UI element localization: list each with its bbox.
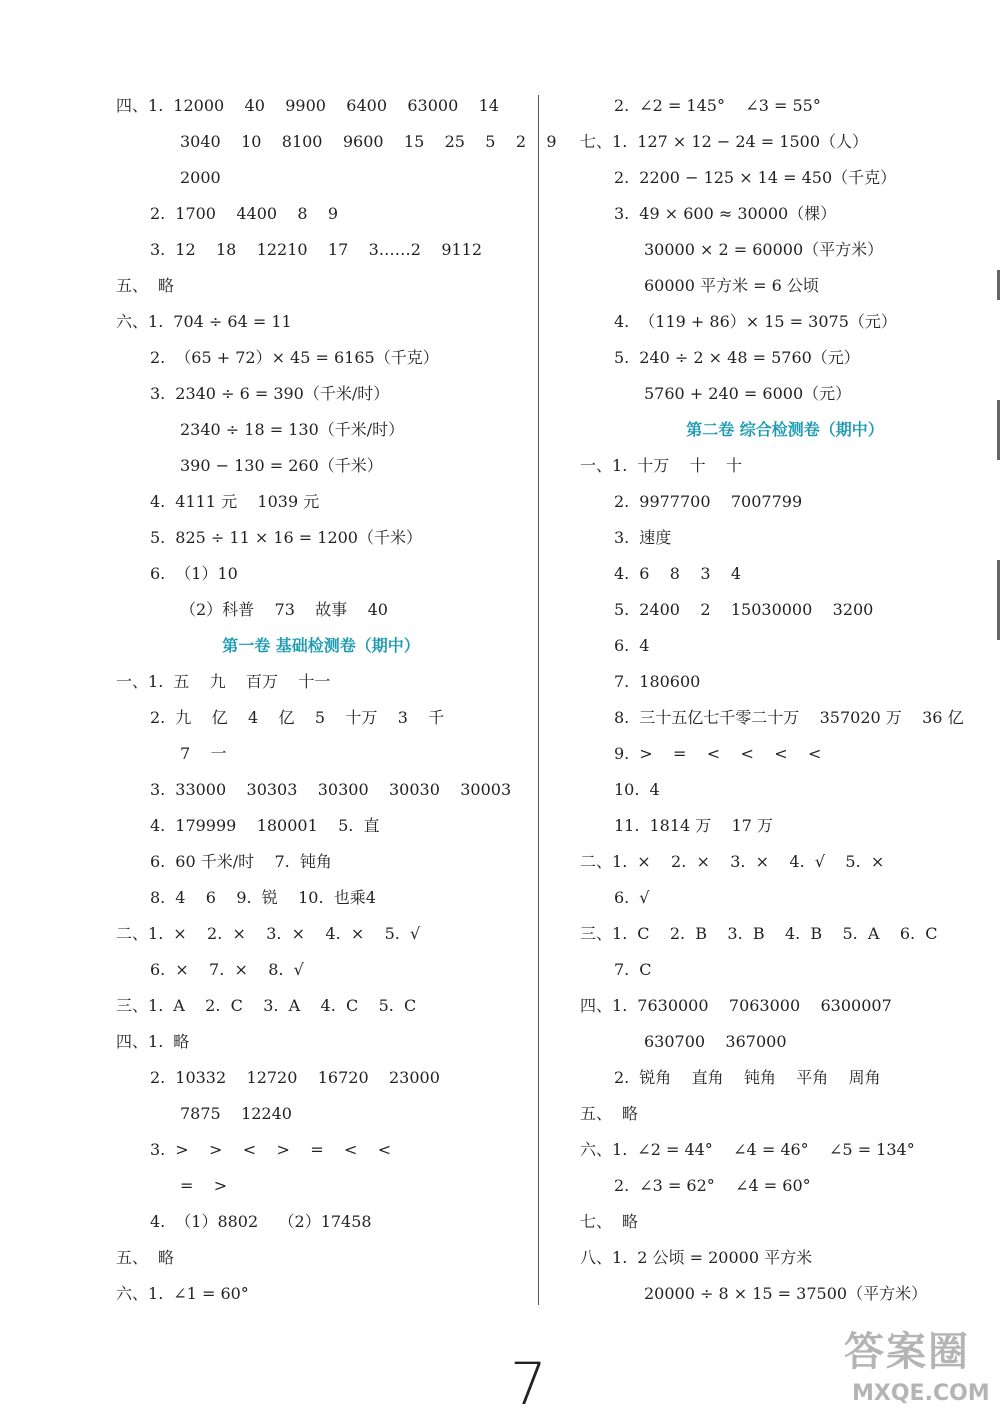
answer-text: 30000 × 2 = 60000（平方米） — [644, 240, 884, 259]
answer-line — [580, 520, 990, 556]
section-number: 三、 — [580, 924, 613, 943]
answer-text: 2400 2 15030000 3200 — [639, 600, 874, 619]
question-number: 2. — [614, 492, 630, 511]
question-number: 7. — [614, 960, 630, 979]
section-number: 六、 — [116, 1284, 149, 1303]
answer-line — [580, 556, 990, 592]
handwritten-page-number: 7 — [510, 1350, 547, 1418]
question-number: 1. — [612, 852, 628, 871]
question-number: 1. — [148, 672, 164, 691]
section-number: 五、 — [116, 276, 149, 295]
answer-text: A 2. C 3. A 4. C 5. C — [173, 996, 417, 1015]
answer-text: 1700 4400 8 9 — [175, 204, 339, 223]
answer-text: ∠2 = 44° ∠4 = 46° ∠5 = 134° — [637, 1140, 915, 1159]
section-number: 六、 — [116, 312, 149, 331]
answer-line — [116, 1168, 526, 1204]
answer-text: 速度 — [639, 528, 672, 547]
left-answer-column — [116, 88, 557, 1312]
answer-line — [116, 1096, 526, 1132]
section-number: 一、 — [580, 456, 613, 475]
question-number: 1. — [612, 924, 628, 943]
answer-line — [116, 1240, 526, 1276]
answer-line — [580, 988, 990, 1024]
answer-line — [580, 700, 990, 736]
question-number: 6. — [614, 636, 630, 655]
answer-line — [116, 1276, 526, 1312]
answer-line — [116, 844, 526, 880]
answer-line — [116, 196, 526, 232]
answer-line — [580, 1240, 990, 1276]
answer-line — [116, 232, 526, 268]
answer-line — [116, 880, 526, 916]
answer-line — [580, 484, 990, 520]
question-number: 1. — [148, 312, 164, 331]
answer-line — [580, 844, 990, 880]
answer-text: 4111 元 1039 元 — [175, 492, 320, 511]
answer-text: 12 18 12210 17 3……2 9112 — [175, 240, 483, 259]
answer-text: 180600 — [639, 672, 701, 691]
answer-line — [580, 304, 990, 340]
section-number: 三、 — [116, 996, 149, 1015]
question-number: 1. — [148, 996, 164, 1015]
answer-line — [580, 736, 990, 772]
answer-line — [116, 88, 526, 124]
question-number: 1. — [612, 1248, 628, 1267]
question-number: 4. — [150, 816, 166, 835]
column-divider — [538, 95, 539, 1305]
section-number: 二、 — [580, 852, 613, 871]
answer-text: （65 + 72）× 45 = 6165（千克） — [175, 348, 439, 367]
section-number: 八、 — [580, 1248, 613, 1267]
section-number: 七、 — [580, 132, 613, 151]
answer-text: 127 × 12 − 24 = 1500（人） — [637, 132, 868, 151]
question-number: 2. — [150, 708, 166, 727]
answer-line — [116, 808, 526, 844]
question-number: 3. — [150, 240, 166, 259]
answer-line — [116, 160, 526, 196]
watermark-url: MXQE.COM — [852, 1381, 990, 1406]
answer-text: 2200 − 125 × 14 = 450（千克） — [639, 168, 897, 187]
question-number: 5. — [150, 528, 166, 547]
answer-text: 60 千米/时 7. 钝角 — [175, 852, 332, 871]
answer-text: 九 亿 4 亿 5 十万 3 千 — [175, 708, 445, 727]
section-number: 二、 — [116, 924, 149, 943]
answer-text: 179999 180001 5. 直 — [175, 816, 380, 835]
answer-text: 390 − 130 = 260（千米） — [180, 456, 383, 475]
answer-text: ∠1 = 60° — [173, 1284, 249, 1303]
answer-text: √ — [639, 888, 650, 907]
answer-line — [116, 1024, 526, 1060]
answer-line — [580, 268, 990, 304]
answer-line — [116, 556, 526, 592]
answer-line — [116, 916, 526, 952]
answer-text: 五 九 百万 十一 — [173, 672, 331, 691]
answer-line — [116, 664, 526, 700]
answer-text: 6 8 3 4 — [639, 564, 742, 583]
answer-text: 3040 10 8100 9600 15 25 5 2 9 — [180, 132, 557, 151]
question-number: 5. — [614, 600, 630, 619]
answer-line — [116, 484, 526, 520]
answer-line — [580, 808, 990, 844]
answer-line — [580, 592, 990, 628]
answer-text: × 7. × 8. √ — [175, 960, 304, 979]
answer-text: > = < < < < — [639, 744, 822, 763]
answer-text: 4 6 9. 锐 10. 也乘4 — [175, 888, 376, 907]
answer-line — [580, 232, 990, 268]
question-number: 6. — [150, 960, 166, 979]
answer-text: C — [639, 960, 652, 979]
question-number: 1. — [612, 456, 628, 475]
answer-text: 704 ÷ 64 = 11 — [173, 312, 292, 331]
answer-line — [580, 1060, 990, 1096]
answer-text: 2 公顷 = 20000 平方米 — [637, 1248, 813, 1267]
question-number: 4. — [614, 564, 630, 583]
question-number: 9. — [614, 744, 630, 763]
question-number: 6. — [150, 564, 166, 583]
answer-text: 7875 12240 — [180, 1104, 292, 1123]
answer-line — [116, 772, 526, 808]
answer-line — [580, 1024, 990, 1060]
answer-line — [580, 772, 990, 808]
answer-text: 630700 367000 — [644, 1032, 787, 1051]
answer-text: 240 ÷ 2 × 48 = 5760（元） — [639, 348, 860, 367]
question-number: 4. — [150, 1212, 166, 1231]
question-number: 2. — [614, 96, 630, 115]
answer-text: 略 — [173, 1032, 190, 1051]
question-number: 1. — [148, 1284, 164, 1303]
answer-text: × 2. × 3. × 4. × 5. √ — [173, 924, 421, 943]
question-number: 5. — [614, 348, 630, 367]
answer-line — [580, 160, 990, 196]
answer-line — [116, 592, 526, 628]
question-number: 2. — [614, 1068, 630, 1087]
question-number: 1. — [612, 132, 628, 151]
answer-line — [580, 88, 990, 124]
answer-text: 略 — [622, 1104, 639, 1123]
answer-line — [116, 1132, 526, 1168]
question-number: 4. — [150, 492, 166, 511]
question-number: 3. — [150, 780, 166, 799]
question-number: 3. — [150, 1140, 166, 1159]
answer-line — [116, 340, 526, 376]
answer-text: 略 — [158, 1248, 175, 1267]
answer-text: ∠2 = 145° ∠3 = 55° — [639, 96, 821, 115]
answer-line — [116, 736, 526, 772]
answer-text: 7 一 — [180, 744, 227, 763]
answer-line — [116, 520, 526, 556]
section-number: 四、 — [116, 1032, 149, 1051]
answer-text: ∠3 = 62° ∠4 = 60° — [639, 1176, 811, 1195]
answer-line — [580, 448, 990, 484]
answer-line — [116, 124, 557, 160]
answer-line — [580, 1276, 990, 1312]
section-number: 五、 — [116, 1248, 149, 1267]
question-number: 11. — [614, 816, 640, 835]
answer-text: （1）8802 （2）17458 — [175, 1212, 372, 1231]
section-number: 四、 — [580, 996, 613, 1015]
question-number: 3. — [150, 384, 166, 403]
answer-text: 49 × 600 ≈ 30000（棵） — [639, 204, 837, 223]
answer-text: 4 — [639, 636, 650, 655]
section-number: 四、 — [116, 96, 149, 115]
answer-text: 33000 30303 30300 30030 30003 — [175, 780, 512, 799]
question-number: 7. — [614, 672, 630, 691]
answer-line — [580, 196, 990, 232]
answer-text: 略 — [622, 1212, 639, 1231]
answer-line — [580, 880, 990, 916]
section-number: 一、 — [116, 672, 149, 691]
question-number: 4. — [614, 312, 630, 331]
answer-text: （119 + 86）× 15 = 3075（元） — [639, 312, 897, 331]
watermark-logo — [844, 1320, 994, 1410]
answer-line — [116, 1204, 526, 1240]
answer-text: 60000 平方米 = 6 公顷 — [644, 276, 819, 295]
answer-text: × 2. × 3. × 4. √ 5. × — [637, 852, 885, 871]
section-number: 七、 — [580, 1212, 613, 1231]
answer-line — [580, 340, 990, 376]
answer-text: > > < > = < < — [175, 1140, 392, 1159]
answer-text: 2000 — [180, 168, 221, 187]
answer-line — [580, 1168, 990, 1204]
answer-text: 5760 + 240 = 6000（元） — [644, 384, 852, 403]
question-number: 8. — [150, 888, 166, 907]
answer-text: 三十五亿七千零二十万 357020 万 36 亿 — [639, 708, 964, 727]
answer-text: 十万 十 十 — [637, 456, 742, 475]
answer-line — [580, 124, 990, 160]
answer-text: 10332 12720 16720 23000 — [175, 1068, 440, 1087]
question-number: 6. — [150, 852, 166, 871]
answer-text: C 2. B 3. B 4. B 5. A 6. C — [637, 924, 938, 943]
answer-line — [580, 1096, 990, 1132]
answer-line — [580, 1132, 990, 1168]
answer-text: = > — [180, 1176, 228, 1195]
question-number: 10. — [614, 780, 640, 799]
question-number: 2. — [150, 1068, 166, 1087]
answer-line — [116, 268, 526, 304]
answer-text: 12000 40 9900 6400 63000 14 — [173, 96, 499, 115]
question-number: 8. — [614, 708, 630, 727]
answer-line — [116, 952, 526, 988]
answer-line — [116, 988, 526, 1024]
answer-line — [580, 376, 990, 412]
answer-line — [116, 376, 526, 412]
answer-text: 锐角 直角 钝角 平角 周角 — [639, 1068, 881, 1087]
answer-line — [580, 628, 990, 664]
question-number: 1. — [148, 96, 164, 115]
section-title: 第一卷 基础检测卷（期中） — [222, 636, 420, 655]
answer-text: 2340 ÷ 6 = 390（千米/时） — [175, 384, 390, 403]
question-number: 3. — [614, 528, 630, 547]
question-number: 1. — [148, 1032, 164, 1051]
answer-text: 825 ÷ 11 × 16 = 1200（千米） — [175, 528, 422, 547]
answer-line — [580, 1204, 990, 1240]
answer-line — [116, 412, 526, 448]
answer-text: 9977700 7007799 — [639, 492, 803, 511]
answer-line — [580, 664, 990, 700]
question-number: 2. — [150, 204, 166, 223]
answer-text: 略 — [158, 276, 175, 295]
right-answer-column — [580, 88, 990, 1312]
question-number: 2. — [614, 1176, 630, 1195]
answer-line — [116, 448, 526, 484]
answer-text: 4 — [649, 780, 660, 799]
answer-text: 2340 ÷ 18 = 130（千米/时） — [180, 420, 405, 439]
answer-text: 20000 ÷ 8 × 15 = 37500（平方米） — [644, 1284, 928, 1303]
section-number: 五、 — [580, 1104, 613, 1123]
question-number: 3. — [614, 204, 630, 223]
section-title: 第二卷 综合检测卷（期中） — [686, 420, 884, 439]
question-number: 1. — [148, 924, 164, 943]
watermark-title: 答案圈 — [844, 1329, 970, 1375]
answer-text: （2）科普 73 故事 40 — [180, 600, 388, 619]
question-number: 1. — [612, 1140, 628, 1159]
answer-text: 7630000 7063000 6300007 — [637, 996, 892, 1015]
answer-line — [116, 700, 526, 736]
section-number: 六、 — [580, 1140, 613, 1159]
answer-line — [580, 916, 990, 952]
question-number: 2. — [614, 168, 630, 187]
question-number: 6. — [614, 888, 630, 907]
question-number: 2. — [150, 348, 166, 367]
answer-line — [116, 304, 526, 340]
question-number: 1. — [612, 996, 628, 1015]
answer-line — [580, 952, 990, 988]
answer-text: （1）10 — [175, 564, 238, 583]
answer-line — [116, 1060, 526, 1096]
answer-text: 1814 万 17 万 — [649, 816, 774, 835]
